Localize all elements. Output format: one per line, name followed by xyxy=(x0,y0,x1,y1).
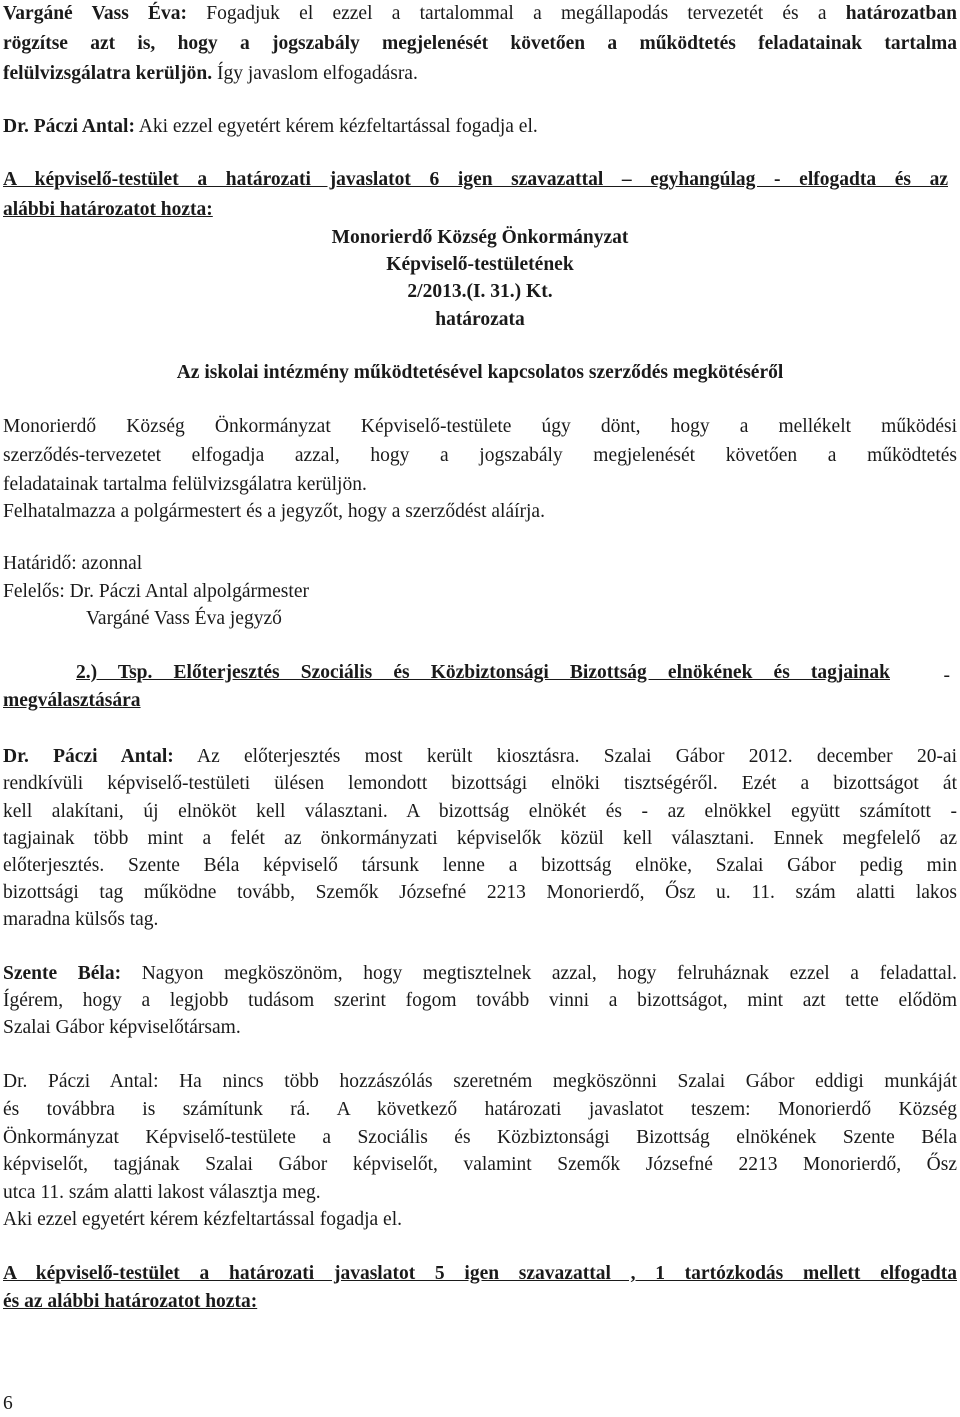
paragraph-line: kell alakítani, új elnököt kell választani. A bizottság elnökét és - az elnökkel együtt számított - xyxy=(3,801,957,822)
text: Az előterjesztés most került kiosztásra. Szalai Gábor 2012. december 20-ai xyxy=(173,746,958,767)
agenda-item-title: 2.) Tsp. Előterjesztés Szociális és Közbiztonsági Bizottság elnökének és tagjainak xyxy=(76,662,890,683)
dash-mark: - xyxy=(943,665,950,686)
paragraph-line: tagjainak több mint a felét az önkormányzati képviselők közül kell választani. Ennek megfelelő az xyxy=(3,828,957,849)
resolution-body: szerződés-tervezetet elfogadja azzal, hogy a jogszabály megjelenését követően a működtetés xyxy=(3,445,957,466)
paragraph-line: és továbbra is számítunk rá. A következő határozati javaslatot teszem: Monorierdő Község xyxy=(3,1099,957,1120)
resolution-heading: Monorierdő Község Önkormányzat xyxy=(331,227,629,248)
paragraph-line: rögzítse azt is, hogy a jogszabály megjelenését követően a működtetés feladatainak tartalma xyxy=(3,33,957,54)
text: Aki ezzel egyetért kérem kézfeltartással fogadja el. xyxy=(134,116,538,137)
paragraph-line: rendkívüli képviselő-testületi ülésen lemondott bizottsági elnöki tisztségéről. Ezét a bizottságot át xyxy=(3,773,957,794)
vote-statement: alábbi határozatot hozta: xyxy=(3,199,213,220)
paragraph-line: Dr. Páczi Antal: Ha nincs több hozzászólás szeretném megköszönni Szalai Gábor eddigi munkáját xyxy=(3,1071,957,1092)
responsible: Felelős: Dr. Páczi Antal alpolgármester xyxy=(3,581,309,602)
page-number: 6 xyxy=(3,1393,13,1414)
speaker-name: Dr. Páczi Antal: xyxy=(3,116,135,137)
resolution-body: Felhatalmazza a polgármestert és a jegyzőt, hogy a szerződést aláírja. xyxy=(3,501,545,522)
vote-statement: A képviselő-testület a határozati javaslatot 6 igen szavazattal – egyhangúlag - elfogadta és az xyxy=(3,169,948,190)
paragraph-line xyxy=(3,62,957,86)
paragraph-line: előterjesztés. Szente Béla képviselő társunk lenne a bizottság elnöke, Szalai Gábor pedig min xyxy=(3,855,957,876)
resolution-body: feladatainak tartalma felülvizsgálatra kerüljön. xyxy=(3,474,367,495)
resolution-number: 2/2013.(I. 31.) Kt. xyxy=(407,281,553,302)
resolution-body: Monorierdő Község Önkormányzat Képviselő-testülete úgy dönt, hogy a mellékelt működési xyxy=(3,416,957,437)
speaker-name: Dr. Páczi Antal: xyxy=(3,746,174,767)
agenda-item-title: megválasztására xyxy=(3,690,141,711)
paragraph-line xyxy=(3,745,957,769)
paragraph-line: Szalai Gábor képviselőtársam. xyxy=(3,1017,241,1038)
deadline: Határidő: azonnal xyxy=(3,553,143,574)
paragraph-line: utca 11. szám alatti lakost választja meg. xyxy=(3,1182,321,1203)
responsible: Vargáné Vass Éva jegyző xyxy=(86,608,282,629)
speaker-name: Szente Béla: xyxy=(3,963,122,984)
paragraph-line xyxy=(3,115,957,139)
vote-statement: és az alábbi határozatot hozta: xyxy=(3,1291,258,1312)
resolution-heading: Képviselő-testületének xyxy=(386,254,574,275)
speaker-name: Vargáné Vass Éva: xyxy=(3,3,188,24)
text: Fogadjuk el ezzel a tartalommal a megállapodás tervezetét és a xyxy=(187,3,846,24)
resolution-heading: határozata xyxy=(435,309,525,330)
text-bold: felülvizsgálatra kerüljön. xyxy=(3,63,213,84)
text: Így javaslom elfogadásra. xyxy=(212,63,418,84)
paragraph-line xyxy=(3,962,957,986)
paragraph-line: képviselőt, tagjának Szalai Gábor képviselőt, valamint Szemők Józsefné 2213 Monorierdő, Ősz xyxy=(3,1154,957,1175)
text-bold: határozatban xyxy=(845,3,957,24)
paragraph-line: maradna külsős tag. xyxy=(3,909,159,930)
paragraph-line: Önkormányzat Képviselő-testülete a Szociális és Közbiztonsági Bizottság elnökének Szente Béla xyxy=(3,1127,957,1148)
vote-statement: A képviselő-testület a határozati javaslatot 5 igen szavazattal , 1 tartózkodás mellett elfogadta xyxy=(3,1263,957,1284)
text: Nagyon megköszönöm, hogy megtisztelnek azzal, hogy felruháznak ezzel a feladattal. xyxy=(121,963,957,984)
paragraph-line: Aki ezzel egyetért kérem kézfeltartással fogadja el. xyxy=(3,1209,402,1230)
paragraph-line: bizottsági tag működne tovább, Szemők Józsefné 2213 Monorierdő, Ősz u. 11. szám alatti lakos xyxy=(3,882,957,903)
paragraph-line xyxy=(3,2,957,26)
paragraph-line: Ígérem, hogy a legjobb tudásom szerint fogom tovább vinni a bizottságot, mint azt tette elődöm xyxy=(3,990,957,1011)
resolution-subject: Az iskolai intézmény működtetésével kapcsolatos szerződés megkötéséről xyxy=(176,362,784,383)
